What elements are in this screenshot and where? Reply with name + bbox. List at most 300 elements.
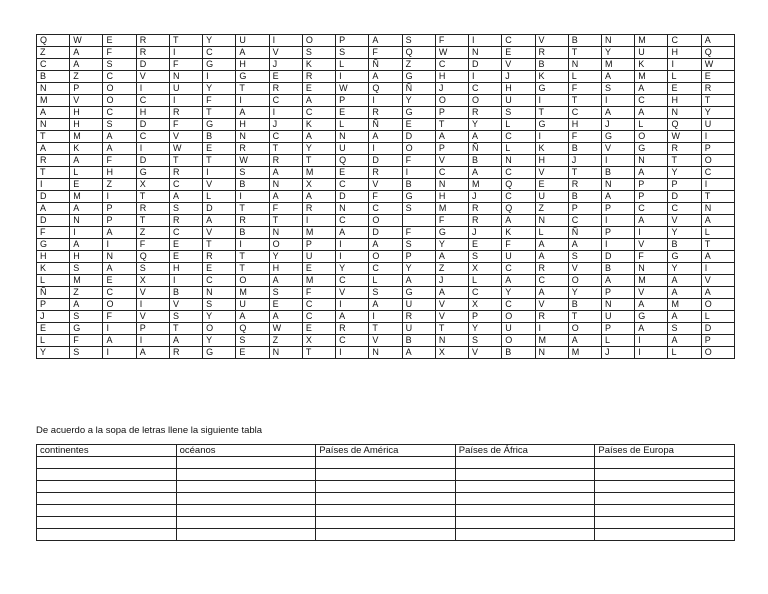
answer-cell[interactable]: [176, 493, 316, 505]
grid-cell: [402, 215, 435, 227]
grid-cell: L: [502, 143, 535, 155]
grid-cell: V: [369, 179, 402, 191]
grid-cell: A: [302, 191, 335, 203]
grid-cell: M: [435, 203, 468, 215]
grid-cell: A: [103, 131, 136, 143]
grid-cell: Y: [469, 323, 502, 335]
grid-cell: R: [236, 143, 269, 155]
answer-cell[interactable]: [37, 493, 177, 505]
answer-cell[interactable]: [316, 505, 456, 517]
grid-cell: S: [601, 83, 634, 95]
grid-cell: A: [203, 215, 236, 227]
grid-cell: S: [369, 287, 402, 299]
grid-cell: L: [336, 59, 369, 71]
grid-cell: R: [169, 107, 202, 119]
grid-cell: G: [136, 167, 169, 179]
grid-cell: A: [502, 215, 535, 227]
grid-cell: C: [269, 131, 302, 143]
grid-cell: T: [435, 323, 468, 335]
grid-cell: C: [502, 263, 535, 275]
answer-cell[interactable]: [455, 469, 595, 481]
answer-cell[interactable]: [316, 469, 456, 481]
grid-cell: A: [668, 275, 701, 287]
grid-cell: N: [103, 251, 136, 263]
grid-cell: S: [169, 311, 202, 323]
grid-cell: E: [302, 83, 335, 95]
grid-cell: I: [635, 227, 668, 239]
grid-cell: C: [435, 167, 468, 179]
grid-cell: P: [435, 143, 468, 155]
grid-cell: I: [635, 335, 668, 347]
grid-cell: D: [136, 119, 169, 131]
grid-cell: B: [601, 167, 634, 179]
grid-cell: V: [701, 275, 734, 287]
grid-cell: I: [336, 239, 369, 251]
grid-cell: O: [701, 347, 734, 359]
answer-cell[interactable]: [37, 505, 177, 517]
answer-cell[interactable]: [37, 469, 177, 481]
grid-cell: V: [635, 239, 668, 251]
grid-cell: H: [236, 59, 269, 71]
grid-cell: E: [469, 239, 502, 251]
grid-cell: C: [369, 203, 402, 215]
grid-cell: B: [469, 155, 502, 167]
answer-cell[interactable]: [176, 505, 316, 517]
grid-cell: R: [535, 47, 568, 59]
answer-cell[interactable]: [176, 481, 316, 493]
answer-cell[interactable]: [37, 457, 177, 469]
grid-cell: S: [203, 299, 236, 311]
grid-cell: B: [236, 227, 269, 239]
grid-cell: R: [302, 203, 335, 215]
grid-cell: N: [469, 47, 502, 59]
answer-cell[interactable]: [37, 517, 177, 529]
grid-cell: P: [37, 299, 70, 311]
grid-cell: L: [635, 119, 668, 131]
grid-cell: R: [136, 35, 169, 47]
grid-cell: A: [236, 47, 269, 59]
grid-cell: D: [402, 131, 435, 143]
grid-cell: A: [668, 287, 701, 299]
grid-cell: A: [402, 275, 435, 287]
grid-cell: K: [70, 143, 103, 155]
answer-row: [37, 481, 735, 493]
grid-cell: D: [601, 251, 634, 263]
answer-cell[interactable]: [316, 529, 456, 541]
grid-cell: E: [336, 167, 369, 179]
grid-cell: F: [369, 47, 402, 59]
grid-cell: R: [302, 71, 335, 83]
grid-cell: I: [169, 95, 202, 107]
grid-cell: T: [169, 35, 202, 47]
grid-cell: C: [302, 311, 335, 323]
grid-cell: I: [535, 95, 568, 107]
grid-cell: A: [402, 347, 435, 359]
grid-cell: A: [435, 251, 468, 263]
grid-cell: B: [568, 35, 601, 47]
grid-cell: Q: [502, 179, 535, 191]
answer-cell[interactable]: [595, 505, 735, 517]
grid-cell: O: [568, 275, 601, 287]
word-search-grid: [36, 34, 735, 359]
grid-cell: Q: [402, 47, 435, 59]
grid-cell: P: [635, 191, 668, 203]
grid-cell: Ñ: [369, 119, 402, 131]
grid-cell: U: [502, 95, 535, 107]
grid-cell: A: [269, 167, 302, 179]
grid-cell: A: [635, 299, 668, 311]
grid-cell: B: [169, 287, 202, 299]
grid-cell: A: [435, 287, 468, 299]
grid-cell: S: [568, 251, 601, 263]
grid-cell: S: [136, 263, 169, 275]
grid-cell: T: [568, 47, 601, 59]
answer-cell[interactable]: [316, 517, 456, 529]
answer-cell[interactable]: [316, 481, 456, 493]
grid-cell: I: [136, 83, 169, 95]
grid-cell: A: [302, 95, 335, 107]
answer-cell[interactable]: [316, 457, 456, 469]
grid-cell: L: [668, 347, 701, 359]
answer-cell[interactable]: [595, 469, 735, 481]
grid-cell: I: [70, 227, 103, 239]
answer-cell[interactable]: [176, 529, 316, 541]
grid-row: [37, 203, 735, 215]
grid-cell: Ñ: [369, 59, 402, 71]
grid-cell: H: [568, 119, 601, 131]
grid-cell: I: [236, 95, 269, 107]
grid-cell: G: [402, 107, 435, 119]
grid-row: [37, 179, 735, 191]
grid-cell: E: [502, 47, 535, 59]
grid-cell: N: [435, 179, 468, 191]
grid-cell: O: [369, 215, 402, 227]
grid-cell: S: [70, 347, 103, 359]
grid-cell: L: [37, 335, 70, 347]
grid-cell: A: [369, 299, 402, 311]
grid-cell: Ñ: [469, 143, 502, 155]
grid-cell: T: [701, 239, 734, 251]
grid-cell: F: [37, 227, 70, 239]
grid-cell: U: [635, 47, 668, 59]
grid-cell: K: [37, 263, 70, 275]
grid-cell: A: [568, 335, 601, 347]
grid-cell: Y: [402, 263, 435, 275]
grid-cell: H: [668, 95, 701, 107]
grid-cell: P: [701, 335, 734, 347]
grid-cell: L: [469, 275, 502, 287]
grid-cell: Q: [336, 155, 369, 167]
grid-cell: M: [70, 275, 103, 287]
grid-cell: S: [236, 335, 269, 347]
grid-cell: A: [103, 227, 136, 239]
grid-cell: A: [70, 59, 103, 71]
grid-cell: T: [435, 119, 468, 131]
grid-cell: C: [502, 167, 535, 179]
grid-cell: W: [70, 35, 103, 47]
grid-cell: E: [269, 299, 302, 311]
grid-cell: T: [236, 203, 269, 215]
grid-cell: E: [103, 275, 136, 287]
grid-cell: O: [701, 155, 734, 167]
grid-cell: R: [203, 251, 236, 263]
grid-cell: M: [302, 227, 335, 239]
grid-cell: T: [369, 323, 402, 335]
grid-cell: S: [103, 59, 136, 71]
answer-cell[interactable]: [176, 517, 316, 529]
grid-row: [37, 35, 735, 47]
grid-cell: I: [701, 131, 734, 143]
grid-cell: E: [302, 263, 335, 275]
grid-cell: Y: [601, 47, 634, 59]
grid-cell: R: [568, 179, 601, 191]
answer-cell[interactable]: [37, 481, 177, 493]
grid-cell: I: [601, 215, 634, 227]
grid-cell: R: [535, 311, 568, 323]
grid-cell: V: [336, 287, 369, 299]
grid-row: [37, 131, 735, 143]
answer-cell[interactable]: [455, 529, 595, 541]
grid-cell: F: [568, 131, 601, 143]
grid-cell: B: [203, 131, 236, 143]
grid-cell: P: [435, 107, 468, 119]
grid-cell: N: [269, 347, 302, 359]
grid-cell: N: [269, 179, 302, 191]
grid-cell: C: [169, 179, 202, 191]
grid-cell: G: [37, 239, 70, 251]
grid-cell: R: [469, 203, 502, 215]
answer-cell[interactable]: [455, 493, 595, 505]
grid-cell: N: [635, 155, 668, 167]
grid-cell: H: [668, 47, 701, 59]
grid-cell: A: [269, 275, 302, 287]
grid-cell: N: [601, 299, 634, 311]
grid-cell: S: [269, 287, 302, 299]
grid-cell: H: [103, 167, 136, 179]
grid-cell: D: [369, 155, 402, 167]
answer-cell[interactable]: [595, 457, 735, 469]
grid-cell: A: [502, 275, 535, 287]
grid-cell: N: [203, 287, 236, 299]
grid-cell: J: [269, 119, 302, 131]
grid-cell: J: [269, 59, 302, 71]
grid-cell: W: [668, 131, 701, 143]
grid-cell: Z: [269, 335, 302, 347]
answer-row: [37, 529, 735, 541]
grid-cell: A: [369, 35, 402, 47]
grid-cell: A: [37, 107, 70, 119]
grid-cell: X: [302, 335, 335, 347]
grid-cell: F: [169, 59, 202, 71]
grid-cell: Q: [369, 83, 402, 95]
grid-cell: H: [169, 263, 202, 275]
grid-row: [37, 215, 735, 227]
grid-cell: H: [236, 119, 269, 131]
answer-cell[interactable]: [176, 457, 316, 469]
grid-cell: F: [435, 35, 468, 47]
grid-cell: E: [70, 179, 103, 191]
grid-cell: B: [402, 335, 435, 347]
grid-cell: Z: [37, 47, 70, 59]
answer-column-header: Países de Europa: [595, 445, 735, 457]
answer-column-header: Países de América: [316, 445, 456, 457]
grid-cell: T: [37, 167, 70, 179]
grid-cell: O: [402, 143, 435, 155]
grid-cell: B: [568, 299, 601, 311]
answer-cell[interactable]: [37, 529, 177, 541]
grid-cell: G: [402, 71, 435, 83]
grid-cell: G: [203, 347, 236, 359]
grid-cell: V: [635, 287, 668, 299]
grid-cell: L: [568, 71, 601, 83]
grid-cell: A: [469, 167, 502, 179]
grid-cell: V: [668, 215, 701, 227]
grid-cell: A: [236, 107, 269, 119]
grid-cell: F: [203, 95, 236, 107]
grid-cell: A: [635, 107, 668, 119]
grid-cell: A: [369, 131, 402, 143]
grid-cell: B: [668, 239, 701, 251]
grid-cell: Q: [136, 251, 169, 263]
grid-cell: Y: [203, 335, 236, 347]
grid-cell: N: [502, 155, 535, 167]
answer-cell[interactable]: [595, 493, 735, 505]
grid-cell: K: [302, 59, 335, 71]
grid-cell: V: [535, 299, 568, 311]
grid-cell: C: [502, 191, 535, 203]
grid-cell: P: [302, 239, 335, 251]
grid-row: [37, 155, 735, 167]
grid-cell: F: [402, 227, 435, 239]
grid-cell: W: [269, 323, 302, 335]
grid-cell: H: [37, 251, 70, 263]
answer-row: [37, 517, 735, 529]
grid-row: [37, 95, 735, 107]
grid-cell: T: [203, 239, 236, 251]
answer-cell[interactable]: [455, 505, 595, 517]
grid-cell: A: [136, 347, 169, 359]
grid-cell: W: [336, 83, 369, 95]
answer-cell[interactable]: [455, 481, 595, 493]
answer-cell[interactable]: [455, 457, 595, 469]
grid-row: [37, 59, 735, 71]
grid-row: [37, 71, 735, 83]
grid-cell: P: [103, 203, 136, 215]
grid-cell: P: [103, 215, 136, 227]
grid-row: [37, 239, 735, 251]
grid-cell: Z: [435, 263, 468, 275]
grid-cell: N: [568, 59, 601, 71]
answer-column-header: Países de África: [455, 445, 595, 457]
grid-cell: X: [302, 179, 335, 191]
grid-cell: I: [302, 215, 335, 227]
grid-cell: S: [169, 203, 202, 215]
grid-cell: I: [469, 71, 502, 83]
grid-cell: B: [236, 179, 269, 191]
grid-cell: N: [435, 335, 468, 347]
grid-cell: P: [668, 179, 701, 191]
answer-cell[interactable]: [316, 493, 456, 505]
grid-cell: S: [103, 119, 136, 131]
grid-cell: Y: [668, 167, 701, 179]
grid-cell: V: [136, 287, 169, 299]
answer-cell[interactable]: [595, 529, 735, 541]
grid-cell: Z: [103, 179, 136, 191]
grid-cell: T: [136, 191, 169, 203]
grid-cell: E: [336, 107, 369, 119]
grid-cell: J: [601, 119, 634, 131]
grid-cell: J: [37, 311, 70, 323]
grid-cell: N: [535, 215, 568, 227]
grid-cell: C: [336, 179, 369, 191]
grid-cell: C: [203, 275, 236, 287]
grid-cell: O: [269, 239, 302, 251]
grid-cell: A: [103, 335, 136, 347]
grid-cell: A: [37, 203, 70, 215]
grid-cell: T: [169, 323, 202, 335]
grid-cell: I: [236, 239, 269, 251]
grid-cell: I: [236, 191, 269, 203]
grid-cell: O: [103, 299, 136, 311]
grid-cell: E: [169, 251, 202, 263]
grid-cell: I: [535, 131, 568, 143]
grid-cell: M: [70, 131, 103, 143]
answer-cell[interactable]: [176, 469, 316, 481]
grid-cell: R: [701, 83, 734, 95]
grid-cell: P: [601, 203, 634, 215]
grid-cell: A: [701, 215, 734, 227]
grid-cell: S: [469, 335, 502, 347]
answer-cell[interactable]: [595, 481, 735, 493]
grid-cell: N: [635, 263, 668, 275]
grid-cell: I: [601, 155, 634, 167]
grid-cell: T: [169, 155, 202, 167]
grid-cell: Y: [502, 287, 535, 299]
grid-cell: R: [369, 107, 402, 119]
answer-cell[interactable]: [595, 517, 735, 529]
grid-cell: G: [236, 71, 269, 83]
grid-row: [37, 299, 735, 311]
grid-cell: Z: [70, 287, 103, 299]
grid-cell: A: [435, 131, 468, 143]
grid-cell: J: [469, 191, 502, 203]
grid-cell: R: [169, 215, 202, 227]
grid-cell: V: [502, 59, 535, 71]
grid-cell: A: [70, 203, 103, 215]
grid-cell: C: [169, 227, 202, 239]
grid-cell: I: [402, 167, 435, 179]
grid-cell: A: [701, 287, 734, 299]
grid-cell: S: [402, 203, 435, 215]
grid-cell: C: [635, 95, 668, 107]
grid-cell: G: [635, 311, 668, 323]
grid-cell: V: [169, 299, 202, 311]
grid-cell: G: [601, 131, 634, 143]
grid-cell: X: [469, 263, 502, 275]
grid-cell: C: [302, 299, 335, 311]
grid-cell: Y: [37, 347, 70, 359]
grid-cell: U: [236, 35, 269, 47]
grid-cell: C: [668, 35, 701, 47]
answer-row: [37, 469, 735, 481]
answer-cell[interactable]: [455, 517, 595, 529]
grid-cell: B: [402, 179, 435, 191]
grid-cell: J: [568, 155, 601, 167]
grid-cell: H: [535, 155, 568, 167]
grid-cell: H: [70, 251, 103, 263]
grid-cell: G: [402, 287, 435, 299]
grid-cell: Y: [203, 83, 236, 95]
